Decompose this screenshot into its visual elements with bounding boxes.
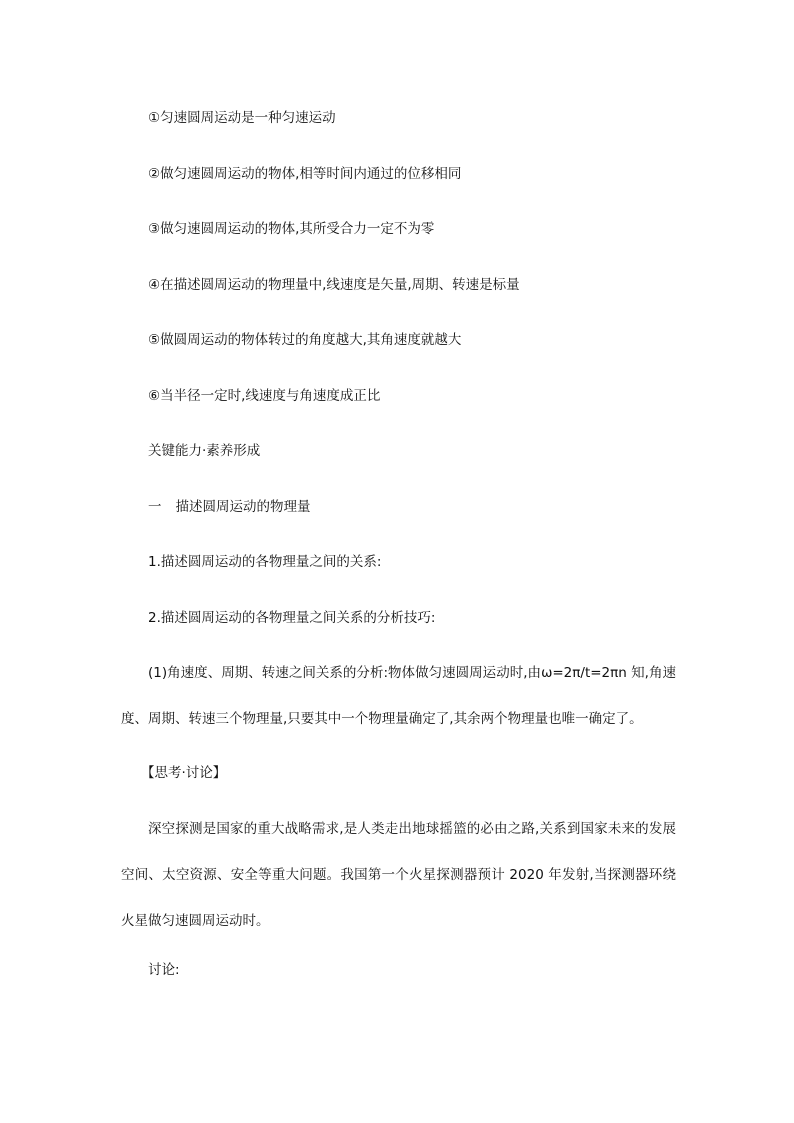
think-discuss-heading: 【思考·讨论】: [141, 765, 227, 781]
statement-5: ⑤做圆周运动的物体转过的角度越大,其角速度就越大: [148, 332, 462, 348]
analysis-paragraph: (1)角速度、周期、转速之间关系的分析:物体做匀速圆周运动时,由ω=2π/t=2πn 知,角速度、周期、转速三个物理量,只要其中一个物理量确定了,其余两个物理量也唯一确定了。: [121, 665, 676, 727]
item-1: 1.描述圆周运动的各物理量之间的关系:: [148, 554, 382, 570]
section-heading: 关键能力·素养形成: [148, 443, 261, 459]
discussion-label: 讨论:: [148, 962, 180, 978]
item-2: 2.描述圆周运动的各物理量之间关系的分析技巧:: [148, 610, 436, 626]
statement-6: ⑥当半径一定时,线速度与角速度成正比: [148, 388, 381, 404]
statement-1: ①匀速圆周运动是一种匀速运动: [148, 110, 336, 126]
statement-3: ③做匀速圆周运动的物体,其所受合力一定不为零: [148, 221, 435, 237]
statement-4: ④在描述圆周运动的物理量中,线速度是矢量,周期、转速是标量: [148, 277, 520, 293]
subsection-heading: [148, 497, 311, 517]
subsection-title: 描述圆周运动的物理量: [175, 499, 311, 515]
discussion-paragraph: 深空探测是国家的重大战略需求,是人类走出地球摇篮的必由之路,关系到国家未来的发展空间、太空资源、安全等重大问题。我国第一个火星探测器预计 2020 年发射,当探测器环绕火星做匀速圆周运动时。: [121, 821, 676, 929]
statement-2: ②做匀速圆周运动的物体,相等时间内通过的位移相同: [148, 166, 462, 182]
subsection-number: 一: [148, 499, 162, 515]
